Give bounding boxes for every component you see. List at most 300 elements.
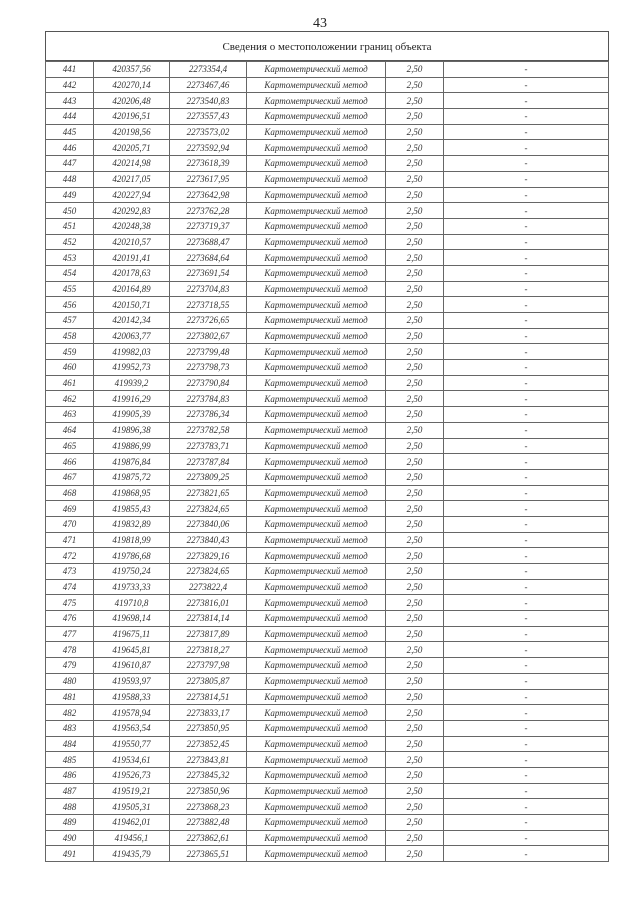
- method-cell: Картометрический метод: [247, 62, 386, 78]
- point-number-cell: 448: [46, 171, 94, 187]
- note-cell: -: [444, 250, 609, 266]
- table-row: [46, 595, 609, 611]
- y-coordinate-cell: 2273573,02: [170, 124, 247, 140]
- x-coordinate-cell: 419939,2: [94, 375, 170, 391]
- table-row: [46, 469, 609, 485]
- y-coordinate-cell: 2273845,32: [170, 767, 247, 783]
- point-number-cell: 478: [46, 642, 94, 658]
- method-cell: Картометрический метод: [247, 297, 386, 313]
- note-cell: -: [444, 218, 609, 234]
- y-coordinate-cell: 2273642,98: [170, 187, 247, 203]
- y-coordinate-cell: 2273850,95: [170, 720, 247, 736]
- point-number-cell: 457: [46, 313, 94, 329]
- point-number-cell: 454: [46, 265, 94, 281]
- table-row: [46, 454, 609, 470]
- error-cell: 2,50: [386, 611, 444, 627]
- y-coordinate-cell: 2273816,01: [170, 595, 247, 611]
- y-coordinate-cell: 2273618,39: [170, 156, 247, 172]
- y-coordinate-cell: 2273809,25: [170, 469, 247, 485]
- method-cell: Картометрический метод: [247, 658, 386, 674]
- method-cell: Картометрический метод: [247, 171, 386, 187]
- y-coordinate-cell: 2273783,71: [170, 438, 247, 454]
- error-cell: 2,50: [386, 375, 444, 391]
- table-row: [46, 799, 609, 815]
- point-number-cell: 449: [46, 187, 94, 203]
- y-coordinate-cell: 2273840,43: [170, 532, 247, 548]
- error-cell: 2,50: [386, 579, 444, 595]
- x-coordinate-cell: 420217,05: [94, 171, 170, 187]
- error-cell: 2,50: [386, 407, 444, 423]
- note-cell: -: [444, 234, 609, 250]
- x-coordinate-cell: 420198,56: [94, 124, 170, 140]
- y-coordinate-cell: 2273850,96: [170, 783, 247, 799]
- y-coordinate-cell: 2273467,46: [170, 77, 247, 93]
- error-cell: 2,50: [386, 705, 444, 721]
- note-cell: -: [444, 815, 609, 831]
- method-cell: Картометрический метод: [247, 720, 386, 736]
- x-coordinate-cell: 420210,57: [94, 234, 170, 250]
- note-cell: -: [444, 579, 609, 595]
- note-cell: -: [444, 297, 609, 313]
- point-number-cell: 453: [46, 250, 94, 266]
- note-cell: -: [444, 501, 609, 517]
- note-cell: -: [444, 689, 609, 705]
- error-cell: 2,50: [386, 297, 444, 313]
- note-cell: -: [444, 454, 609, 470]
- note-cell: -: [444, 595, 609, 611]
- point-number-cell: 487: [46, 783, 94, 799]
- note-cell: -: [444, 673, 609, 689]
- error-cell: 2,50: [386, 313, 444, 329]
- table-row: [46, 689, 609, 705]
- y-coordinate-cell: 2273818,27: [170, 642, 247, 658]
- method-cell: Картометрический метод: [247, 391, 386, 407]
- error-cell: 2,50: [386, 360, 444, 376]
- y-coordinate-cell: 2273592,94: [170, 140, 247, 156]
- error-cell: 2,50: [386, 752, 444, 768]
- y-coordinate-cell: 2273814,51: [170, 689, 247, 705]
- table-row: [46, 767, 609, 783]
- x-coordinate-cell: 420292,83: [94, 203, 170, 219]
- x-coordinate-cell: 419588,33: [94, 689, 170, 705]
- table-row: [46, 187, 609, 203]
- table-heading: Сведения о местоположении границ объекта: [45, 31, 609, 61]
- note-cell: -: [444, 752, 609, 768]
- table-row: [46, 579, 609, 595]
- x-coordinate-cell: 419526,73: [94, 767, 170, 783]
- point-number-cell: 473: [46, 564, 94, 580]
- x-coordinate-cell: 420270,14: [94, 77, 170, 93]
- error-cell: 2,50: [386, 532, 444, 548]
- table-row: [46, 203, 609, 219]
- point-number-cell: 484: [46, 736, 94, 752]
- note-cell: -: [444, 422, 609, 438]
- point-number-cell: 460: [46, 360, 94, 376]
- point-number-cell: 468: [46, 485, 94, 501]
- method-cell: Картометрический метод: [247, 422, 386, 438]
- method-cell: Картометрический метод: [247, 736, 386, 752]
- note-cell: -: [444, 516, 609, 532]
- point-number-cell: 470: [46, 516, 94, 532]
- note-cell: -: [444, 626, 609, 642]
- note-cell: -: [444, 564, 609, 580]
- table-row: [46, 642, 609, 658]
- point-number-cell: 444: [46, 109, 94, 125]
- note-cell: -: [444, 532, 609, 548]
- table-row: [46, 422, 609, 438]
- note-cell: -: [444, 830, 609, 846]
- y-coordinate-cell: 2273821,65: [170, 485, 247, 501]
- x-coordinate-cell: 419982,03: [94, 344, 170, 360]
- x-coordinate-cell: 419563,54: [94, 720, 170, 736]
- method-cell: Картометрический метод: [247, 109, 386, 125]
- y-coordinate-cell: 2273840,06: [170, 516, 247, 532]
- error-cell: 2,50: [386, 501, 444, 517]
- note-cell: -: [444, 485, 609, 501]
- y-coordinate-cell: 2273852,45: [170, 736, 247, 752]
- y-coordinate-cell: 2273843,81: [170, 752, 247, 768]
- error-cell: 2,50: [386, 93, 444, 109]
- note-cell: -: [444, 124, 609, 140]
- table-row: [46, 265, 609, 281]
- x-coordinate-cell: 419698,14: [94, 611, 170, 627]
- error-cell: 2,50: [386, 469, 444, 485]
- point-number-cell: 479: [46, 658, 94, 674]
- point-number-cell: 471: [46, 532, 94, 548]
- x-coordinate-cell: 419896,38: [94, 422, 170, 438]
- error-cell: 2,50: [386, 140, 444, 156]
- y-coordinate-cell: 2273557,43: [170, 109, 247, 125]
- x-coordinate-cell: 419610,87: [94, 658, 170, 674]
- method-cell: Картометрический метод: [247, 626, 386, 642]
- method-cell: Картометрический метод: [247, 846, 386, 862]
- method-cell: Картометрический метод: [247, 564, 386, 580]
- method-cell: Картометрический метод: [247, 454, 386, 470]
- y-coordinate-cell: 2273726,65: [170, 313, 247, 329]
- x-coordinate-cell: 419505,31: [94, 799, 170, 815]
- table-row: [46, 171, 609, 187]
- method-cell: Картометрический метод: [247, 328, 386, 344]
- table-row: [46, 297, 609, 313]
- note-cell: -: [444, 438, 609, 454]
- table-row: [46, 250, 609, 266]
- note-cell: -: [444, 391, 609, 407]
- y-coordinate-cell: 2273799,48: [170, 344, 247, 360]
- error-cell: 2,50: [386, 815, 444, 831]
- y-coordinate-cell: 2273798,73: [170, 360, 247, 376]
- method-cell: Картометрический метод: [247, 438, 386, 454]
- error-cell: 2,50: [386, 109, 444, 125]
- method-cell: Картометрический метод: [247, 799, 386, 815]
- error-cell: 2,50: [386, 658, 444, 674]
- error-cell: 2,50: [386, 548, 444, 564]
- point-number-cell: 486: [46, 767, 94, 783]
- error-cell: 2,50: [386, 124, 444, 140]
- note-cell: -: [444, 658, 609, 674]
- error-cell: 2,50: [386, 250, 444, 266]
- y-coordinate-cell: 2273719,37: [170, 218, 247, 234]
- table-row: [46, 611, 609, 627]
- x-coordinate-cell: 419462,01: [94, 815, 170, 831]
- y-coordinate-cell: 2273684,64: [170, 250, 247, 266]
- error-cell: 2,50: [386, 642, 444, 658]
- table-row: [46, 140, 609, 156]
- note-cell: -: [444, 375, 609, 391]
- table-row: [46, 516, 609, 532]
- point-number-cell: 483: [46, 720, 94, 736]
- error-cell: 2,50: [386, 846, 444, 862]
- table-row: [46, 846, 609, 862]
- point-number-cell: 445: [46, 124, 94, 140]
- note-cell: -: [444, 203, 609, 219]
- table-row: [46, 626, 609, 642]
- method-cell: Картометрический метод: [247, 218, 386, 234]
- y-coordinate-cell: 2273784,83: [170, 391, 247, 407]
- x-coordinate-cell: 420191,41: [94, 250, 170, 266]
- note-cell: -: [444, 642, 609, 658]
- point-number-cell: 485: [46, 752, 94, 768]
- y-coordinate-cell: 2273822,4: [170, 579, 247, 595]
- table-row: [46, 77, 609, 93]
- point-number-cell: 462: [46, 391, 94, 407]
- point-number-cell: 472: [46, 548, 94, 564]
- table-row: [46, 109, 609, 125]
- y-coordinate-cell: 2273688,47: [170, 234, 247, 250]
- error-cell: 2,50: [386, 736, 444, 752]
- point-number-cell: 442: [46, 77, 94, 93]
- y-coordinate-cell: 2273704,83: [170, 281, 247, 297]
- y-coordinate-cell: 2273882,48: [170, 815, 247, 831]
- error-cell: 2,50: [386, 516, 444, 532]
- table-row: [46, 391, 609, 407]
- method-cell: Картометрический метод: [247, 830, 386, 846]
- x-coordinate-cell: 419855,43: [94, 501, 170, 517]
- note-cell: -: [444, 313, 609, 329]
- x-coordinate-cell: 419578,94: [94, 705, 170, 721]
- note-cell: -: [444, 281, 609, 297]
- point-number-cell: 476: [46, 611, 94, 627]
- coordinates-sheet: [45, 31, 609, 862]
- error-cell: 2,50: [386, 830, 444, 846]
- method-cell: Картометрический метод: [247, 516, 386, 532]
- table-row: [46, 752, 609, 768]
- method-cell: Картометрический метод: [247, 783, 386, 799]
- x-coordinate-cell: 419435,79: [94, 846, 170, 862]
- x-coordinate-cell: 419886,99: [94, 438, 170, 454]
- method-cell: Картометрический метод: [247, 407, 386, 423]
- x-coordinate-cell: 419645,81: [94, 642, 170, 658]
- table-row: [46, 281, 609, 297]
- error-cell: 2,50: [386, 281, 444, 297]
- point-number-cell: 475: [46, 595, 94, 611]
- error-cell: 2,50: [386, 62, 444, 78]
- y-coordinate-cell: 2273540,83: [170, 93, 247, 109]
- table-row: [46, 156, 609, 172]
- method-cell: Картометрический метод: [247, 815, 386, 831]
- note-cell: -: [444, 360, 609, 376]
- point-number-cell: 443: [46, 93, 94, 109]
- x-coordinate-cell: 419550,77: [94, 736, 170, 752]
- y-coordinate-cell: 2273790,84: [170, 375, 247, 391]
- error-cell: 2,50: [386, 203, 444, 219]
- error-cell: 2,50: [386, 187, 444, 203]
- y-coordinate-cell: 2273833,17: [170, 705, 247, 721]
- point-number-cell: 458: [46, 328, 94, 344]
- note-cell: -: [444, 140, 609, 156]
- method-cell: Картометрический метод: [247, 124, 386, 140]
- point-number-cell: 447: [46, 156, 94, 172]
- y-coordinate-cell: 2273782,58: [170, 422, 247, 438]
- note-cell: -: [444, 736, 609, 752]
- method-cell: Картометрический метод: [247, 689, 386, 705]
- page-number: 43: [313, 16, 327, 31]
- error-cell: 2,50: [386, 218, 444, 234]
- note-cell: -: [444, 156, 609, 172]
- point-number-cell: 489: [46, 815, 94, 831]
- x-coordinate-cell: 420206,48: [94, 93, 170, 109]
- y-coordinate-cell: 2273354,4: [170, 62, 247, 78]
- point-number-cell: 477: [46, 626, 94, 642]
- note-cell: -: [444, 109, 609, 125]
- method-cell: Картометрический метод: [247, 752, 386, 768]
- y-coordinate-cell: 2273814,14: [170, 611, 247, 627]
- x-coordinate-cell: 419593,97: [94, 673, 170, 689]
- error-cell: 2,50: [386, 767, 444, 783]
- point-number-cell: 480: [46, 673, 94, 689]
- note-cell: -: [444, 548, 609, 564]
- table-row: [46, 830, 609, 846]
- point-number-cell: 441: [46, 62, 94, 78]
- y-coordinate-cell: 2273762,28: [170, 203, 247, 219]
- x-coordinate-cell: 419519,21: [94, 783, 170, 799]
- table-body: [46, 62, 609, 862]
- error-cell: 2,50: [386, 783, 444, 799]
- method-cell: Картометрический метод: [247, 673, 386, 689]
- x-coordinate-cell: 419868,95: [94, 485, 170, 501]
- table-row: [46, 548, 609, 564]
- point-number-cell: 467: [46, 469, 94, 485]
- point-number-cell: 488: [46, 799, 94, 815]
- method-cell: Картометрический метод: [247, 234, 386, 250]
- x-coordinate-cell: 419750,24: [94, 564, 170, 580]
- error-cell: 2,50: [386, 595, 444, 611]
- x-coordinate-cell: 419675,11: [94, 626, 170, 642]
- note-cell: -: [444, 846, 609, 862]
- note-cell: -: [444, 469, 609, 485]
- note-cell: -: [444, 783, 609, 799]
- table-row: [46, 93, 609, 109]
- error-cell: 2,50: [386, 77, 444, 93]
- method-cell: Картометрический метод: [247, 579, 386, 595]
- table-row: [46, 124, 609, 140]
- table-row: [46, 360, 609, 376]
- point-number-cell: 466: [46, 454, 94, 470]
- method-cell: Картометрический метод: [247, 375, 386, 391]
- y-coordinate-cell: 2273824,65: [170, 564, 247, 580]
- error-cell: 2,50: [386, 799, 444, 815]
- point-number-cell: 450: [46, 203, 94, 219]
- y-coordinate-cell: 2273797,98: [170, 658, 247, 674]
- note-cell: -: [444, 77, 609, 93]
- note-cell: -: [444, 328, 609, 344]
- x-coordinate-cell: 419916,29: [94, 391, 170, 407]
- x-coordinate-cell: 420205,71: [94, 140, 170, 156]
- y-coordinate-cell: 2273817,89: [170, 626, 247, 642]
- note-cell: -: [444, 611, 609, 627]
- point-number-cell: 482: [46, 705, 94, 721]
- table-row: [46, 407, 609, 423]
- method-cell: Картометрический метод: [247, 313, 386, 329]
- x-coordinate-cell: 419832,89: [94, 516, 170, 532]
- x-coordinate-cell: 420227,94: [94, 187, 170, 203]
- method-cell: Картометрический метод: [247, 187, 386, 203]
- x-coordinate-cell: 419456,1: [94, 830, 170, 846]
- x-coordinate-cell: 420248,38: [94, 218, 170, 234]
- method-cell: Картометрический метод: [247, 93, 386, 109]
- x-coordinate-cell: 420357,56: [94, 62, 170, 78]
- error-cell: 2,50: [386, 156, 444, 172]
- table-row: [46, 532, 609, 548]
- table-row: [46, 705, 609, 721]
- point-number-cell: 452: [46, 234, 94, 250]
- error-cell: 2,50: [386, 328, 444, 344]
- point-number-cell: 491: [46, 846, 94, 862]
- table-row: [46, 485, 609, 501]
- x-coordinate-cell: 420214,98: [94, 156, 170, 172]
- note-cell: -: [444, 767, 609, 783]
- note-cell: -: [444, 407, 609, 423]
- point-number-cell: 474: [46, 579, 94, 595]
- error-cell: 2,50: [386, 689, 444, 705]
- y-coordinate-cell: 2273718,55: [170, 297, 247, 313]
- error-cell: 2,50: [386, 485, 444, 501]
- x-coordinate-cell: 419710,8: [94, 595, 170, 611]
- method-cell: Картометрический метод: [247, 265, 386, 281]
- table-row: [46, 62, 609, 78]
- note-cell: -: [444, 93, 609, 109]
- table-row: [46, 736, 609, 752]
- method-cell: Картометрический метод: [247, 203, 386, 219]
- x-coordinate-cell: 420196,51: [94, 109, 170, 125]
- y-coordinate-cell: 2273829,16: [170, 548, 247, 564]
- y-coordinate-cell: 2273802,67: [170, 328, 247, 344]
- table-row: [46, 328, 609, 344]
- x-coordinate-cell: 419905,39: [94, 407, 170, 423]
- x-coordinate-cell: 419818,99: [94, 532, 170, 548]
- error-cell: 2,50: [386, 344, 444, 360]
- x-coordinate-cell: 419876,84: [94, 454, 170, 470]
- method-cell: Картометрический метод: [247, 469, 386, 485]
- y-coordinate-cell: 2273691,54: [170, 265, 247, 281]
- method-cell: Картометрический метод: [247, 642, 386, 658]
- point-number-cell: 446: [46, 140, 94, 156]
- method-cell: Картометрический метод: [247, 548, 386, 564]
- method-cell: Картометрический метод: [247, 360, 386, 376]
- note-cell: -: [444, 265, 609, 281]
- table-row: [46, 501, 609, 517]
- method-cell: Картометрический метод: [247, 532, 386, 548]
- table-row: [46, 564, 609, 580]
- table-row: [46, 783, 609, 799]
- x-coordinate-cell: 420178,63: [94, 265, 170, 281]
- point-number-cell: 461: [46, 375, 94, 391]
- y-coordinate-cell: 2273805,87: [170, 673, 247, 689]
- y-coordinate-cell: 2273617,95: [170, 171, 247, 187]
- point-number-cell: 465: [46, 438, 94, 454]
- error-cell: 2,50: [386, 720, 444, 736]
- x-coordinate-cell: 420164,89: [94, 281, 170, 297]
- error-cell: 2,50: [386, 234, 444, 250]
